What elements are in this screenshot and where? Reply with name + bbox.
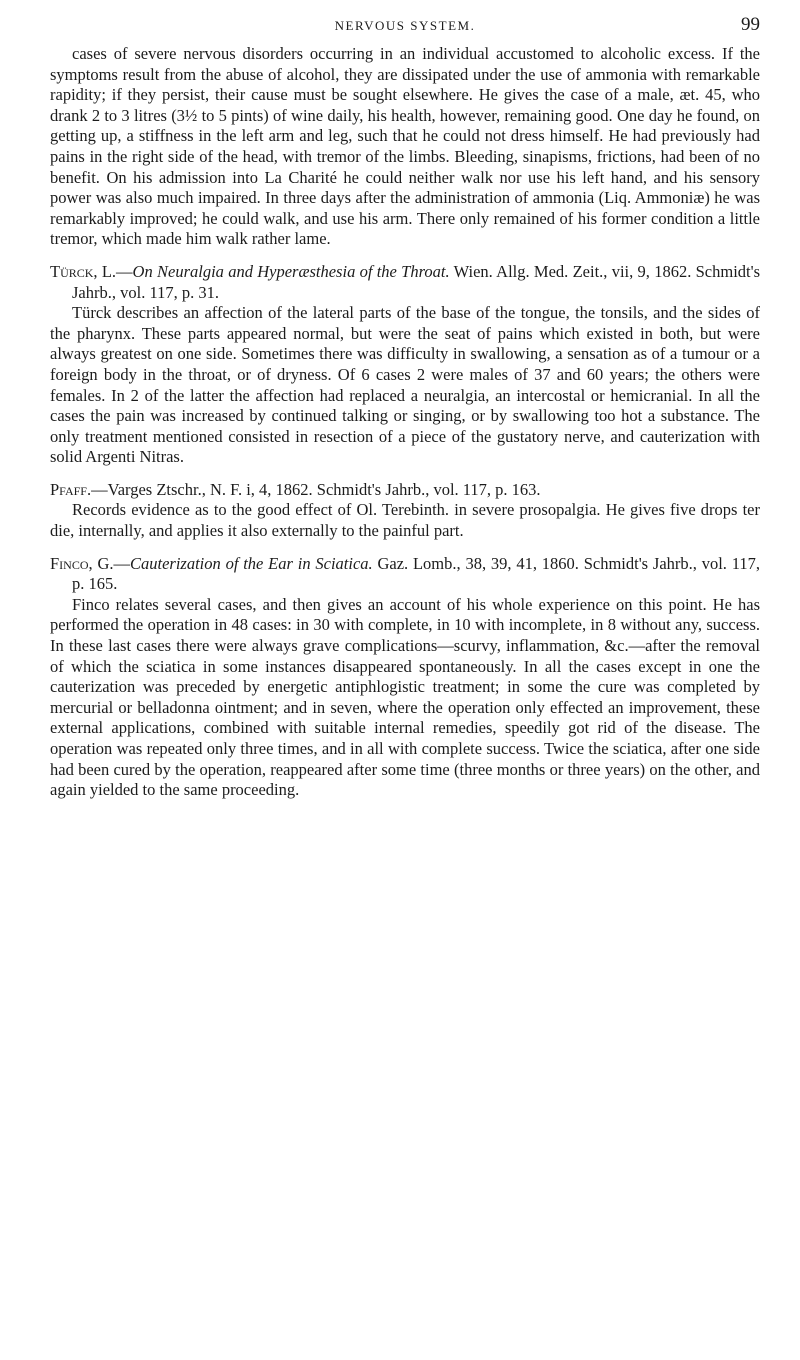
citation-title: Cauterization of the Ear in Sciatica. xyxy=(130,553,373,573)
opening-paragraph: cases of severe nervous disorders occurring in an individual accustomed to alcoholic excess. If the symptoms result from the abuse of alcohol, they are dissipated under the use of ammonia with remarkable rapidity; if they persist, their cause must be sought elsewhere. He gives the case of a male, æt. 45, who drank 2 to 3 litres (3½ to 5 pints) of wine daily, his health, however, remaining good. One day he found, on getting up, a stiffness in the left arm and leg, such that he could not dress himself. He had previously had pains in the right side of the head, with tremor of the limbs. Bleeding, sinapisms, frictions, had been of no benefit. On his admission into La Charité he could neither walk nor use his left hand, and his sensory power was also much impaired. In three days after the administration of ammonia (Liq. Ammoniæ) he was remarkably improved; he could walk, and use his arm. There only remained of his former condition a little tremor, which made him walk rather lame. xyxy=(50,44,760,249)
citation: Finco, G.—Cauterization of the Ear in Sciatica. Gaz. Lomb., 38, 39, 41, 1860. Schmidt's Jahrb., vol. 117, p. 165. xyxy=(50,553,760,594)
entry-text: Records evidence as to the good effect of Ol. Terebinth. in severe prosopalgia. He gives five drops ter die, internally, and applies it also externally to the painful part. xyxy=(50,500,760,541)
citation: Pfaff.—Varges Ztschr., N. F. i, 4, 1862. Schmidt's Jahrb., vol. 117, p. 163. xyxy=(50,479,541,499)
citation-author: Türck, L. xyxy=(50,261,117,281)
citation-author: Pfaff. xyxy=(50,479,92,499)
entry-text: Türck describes an affection of the lateral parts of the base of the tongue, the tonsils, and the sides of the pharynx. These parts appeared normal, but were the seat of pains which existed in both, but were always greatest on one side. Sometimes there was difficulty in swallowing, a sensation as of a tumour or a foreign body in the throat, or of dryness. Of 6 cases 2 were males of 37 and 60 years; the others were females. In 2 of the latter the affection had replaced a neuralgia, an intercostal or hemicranial. In all the cases the pain was increased by continued talking or singing, or by swallowing too hot a substance. The only treatment mentioned consisted in resection of a piece of the gustatory nerve, and cauterization with solid Argenti Nitras. xyxy=(50,303,760,467)
page-number: 99 xyxy=(741,14,760,35)
citation: Türck, L.—On Neuralgia and Hyperæsthesia of the Throat. Wien. Allg. Med. Zeit., vii, 9, 1862. Schmidt's Jahrb., vol. 117, p. 31. xyxy=(50,261,761,302)
running-head: NERVOUS SYSTEM. xyxy=(334,18,476,33)
citation-source: Wien. Allg. Med. Zeit., vii, 9, 1862. Schmidt's Jahrb., vol. 117, p. 31. xyxy=(72,261,761,302)
entry-text: Finco relates several cases, and then gives an account of his whole experience on this point. He has performed the operation in 48 cases: in 30 with complete, in 10 with incomplete, in 8 without any, success. In these last cases there were always grave complications—scurvy, inflammation, &c.—after the removal of which the sciatica in some instances disappeared spontaneously. In all the cases except in one the cauterization was preceded by energetic antiphlogistic treatment; in some the cure was completed by mercurial or belladonna ointment; and in seven, where the operation only effected an improvement, these external applications, combined with suitable internal remedies, speedily got rid of the disease. The operation was repeated only three times, and in all with complete success. Twice the sciatica, after one side had been cured by the operation, reappeared after some time (three months or three years) on the other, and again yielded to the same proceeding. xyxy=(50,594,760,800)
citation-title: On Neuralgia and Hyperæsthesia of the Throat. xyxy=(132,261,450,281)
entry-pfaff xyxy=(50,480,760,542)
citation-author: Finco, G. xyxy=(50,553,114,573)
entry-finco xyxy=(50,554,760,801)
entry-turck xyxy=(50,262,760,468)
citation-source: Varges Ztschr., N. F. i, 4, 1862. Schmidt's Jahrb., vol. 117, p. 163. xyxy=(107,479,541,499)
page-body xyxy=(50,44,760,801)
citation-source: Gaz. Lomb., 38, 39, 41, 1860. Schmidt's Jahrb., vol. 117, p. 165. xyxy=(72,553,760,594)
page-header xyxy=(50,14,760,38)
